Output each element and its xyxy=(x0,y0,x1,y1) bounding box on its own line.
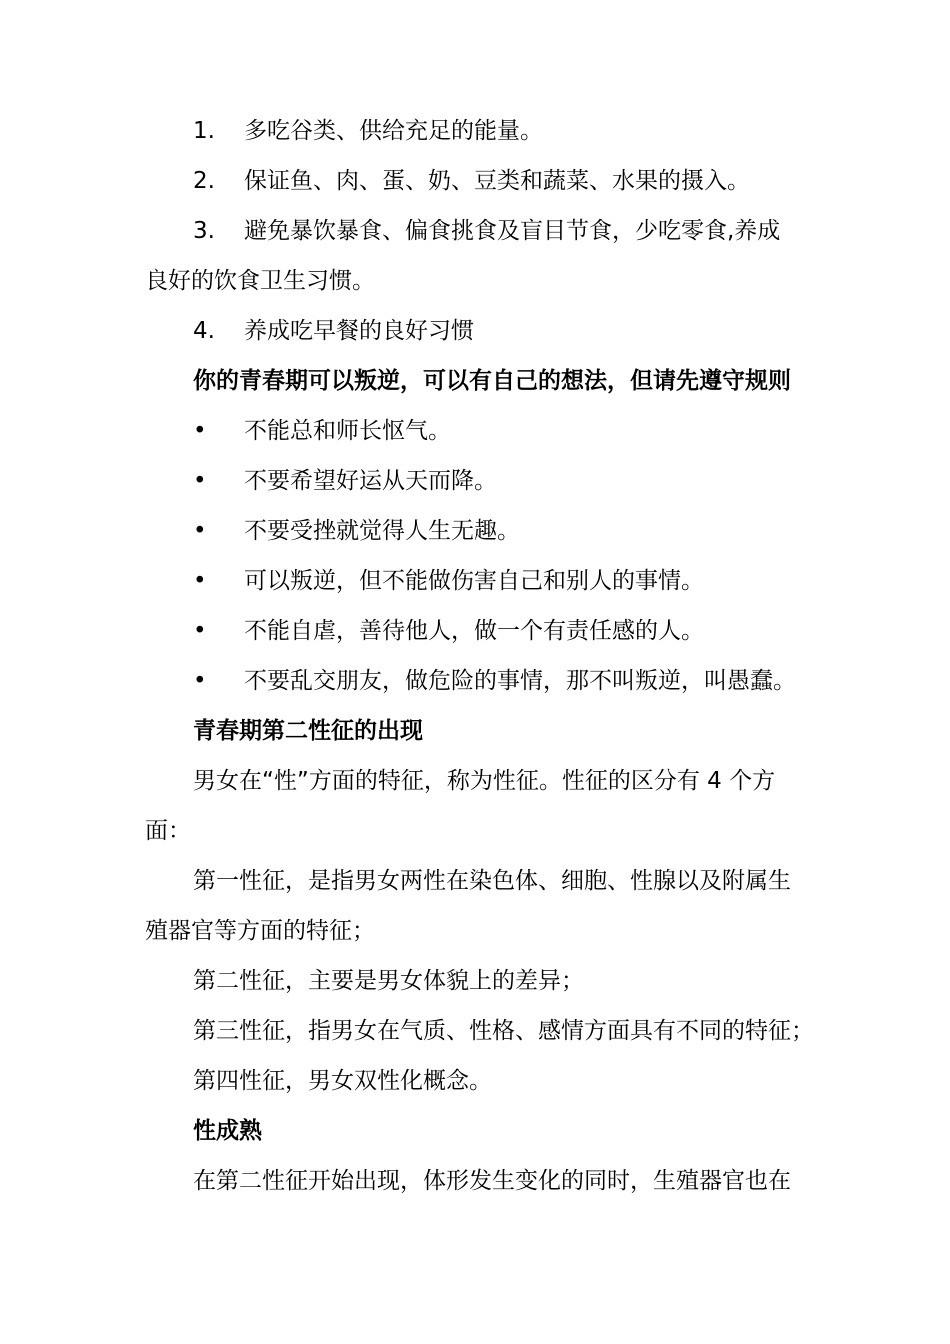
list-item-text: 保证鱼、肉、蛋、奶、豆类和蔬菜、水果的摄入。 xyxy=(244,168,750,194)
list-number: 3. xyxy=(193,218,215,244)
bullet-item-text: 不能总和师长怄气。 xyxy=(244,418,451,444)
bullet-icon: • xyxy=(193,668,207,694)
bullet-item-text: 可以叛逆，但不能做伤害自己和别人的事情。 xyxy=(244,568,704,594)
section-heading-line xyxy=(0,1116,950,1146)
rules-heading-line xyxy=(0,366,950,396)
section-heading-sexual-maturity: 性成熟 xyxy=(193,1118,262,1144)
numbered-item-4 xyxy=(0,316,950,346)
list-number: 1. xyxy=(193,118,215,144)
list-number: 4. xyxy=(193,318,215,344)
paragraph-line xyxy=(0,916,950,946)
paragraph-line xyxy=(0,866,950,896)
paragraph-text: 面： xyxy=(145,818,191,844)
numbered-item-3 xyxy=(0,216,950,246)
bullet-item-text: 不能自虐，善待他人，做一个有责任感的人。 xyxy=(244,618,704,644)
bullet-item-3 xyxy=(0,516,950,546)
paragraph-line xyxy=(0,1166,950,1196)
paragraph-line xyxy=(0,966,950,996)
paragraph-line xyxy=(0,1016,950,1046)
numbered-item-3-continuation xyxy=(0,266,950,296)
paragraph-line xyxy=(0,816,950,846)
paragraph-text: 殖器官等方面的特征； xyxy=(145,918,375,944)
bullet-icon: • xyxy=(193,418,207,444)
rules-heading: 你的青春期可以叛逆，可以有自己的想法，但请先遵守规则 xyxy=(193,368,791,394)
bullet-icon: • xyxy=(193,468,207,494)
paragraph-text: 第三性征，指男女在气质、性格、感情方面具有不同的特征； xyxy=(193,1018,814,1044)
paragraph-line xyxy=(0,766,950,796)
paragraph-text: 男女在“性”方面的特征，称为性征。性征的区分有 4 个方 xyxy=(193,768,776,794)
paragraph-text: 在第二性征开始出现，体形发生变化的同时，生殖器官也在 xyxy=(193,1168,791,1194)
paragraph-text: 第二性征，主要是男女体貌上的差异； xyxy=(193,968,584,994)
bullet-item-5 xyxy=(0,616,950,646)
bullet-item-1 xyxy=(0,416,950,446)
bullet-icon: • xyxy=(193,618,207,644)
paragraph-line xyxy=(0,1066,950,1096)
bullet-item-6 xyxy=(0,666,950,696)
numbered-item-2 xyxy=(0,166,950,196)
list-item-text-continuation: 良好的饮食卫生习惯。 xyxy=(145,268,375,294)
bullet-item-2 xyxy=(0,466,950,496)
section-heading-secondary-sex-traits: 青春期第二性征的出现 xyxy=(193,718,423,744)
paragraph-text: 第一性征，是指男女两性在染色体、细胞、性腺以及附属生 xyxy=(193,868,791,894)
paragraph-text: 第四性征，男女双性化概念。 xyxy=(193,1068,492,1094)
bullet-item-text: 不要乱交朋友，做危险的事情，那不叫叛逆，叫愚蠢。 xyxy=(244,668,796,694)
bullet-icon: • xyxy=(193,568,207,594)
numbered-item-1 xyxy=(0,116,950,146)
list-item-text: 多吃谷类、供给充足的能量。 xyxy=(244,118,543,144)
section-heading-line xyxy=(0,716,950,746)
list-item-text: 养成吃早餐的良好习惯 xyxy=(244,318,474,344)
bullet-item-text: 不要受挫就觉得人生无趣。 xyxy=(244,518,520,544)
bullet-item-text: 不要希望好运从天而降。 xyxy=(244,468,497,494)
bullet-icon: • xyxy=(193,518,207,544)
list-item-text: 避免暴饮暴食、偏食挑食及盲目节食，少吃零食,养成 xyxy=(244,218,781,244)
bullet-item-4 xyxy=(0,566,950,596)
list-number: 2. xyxy=(193,168,215,194)
